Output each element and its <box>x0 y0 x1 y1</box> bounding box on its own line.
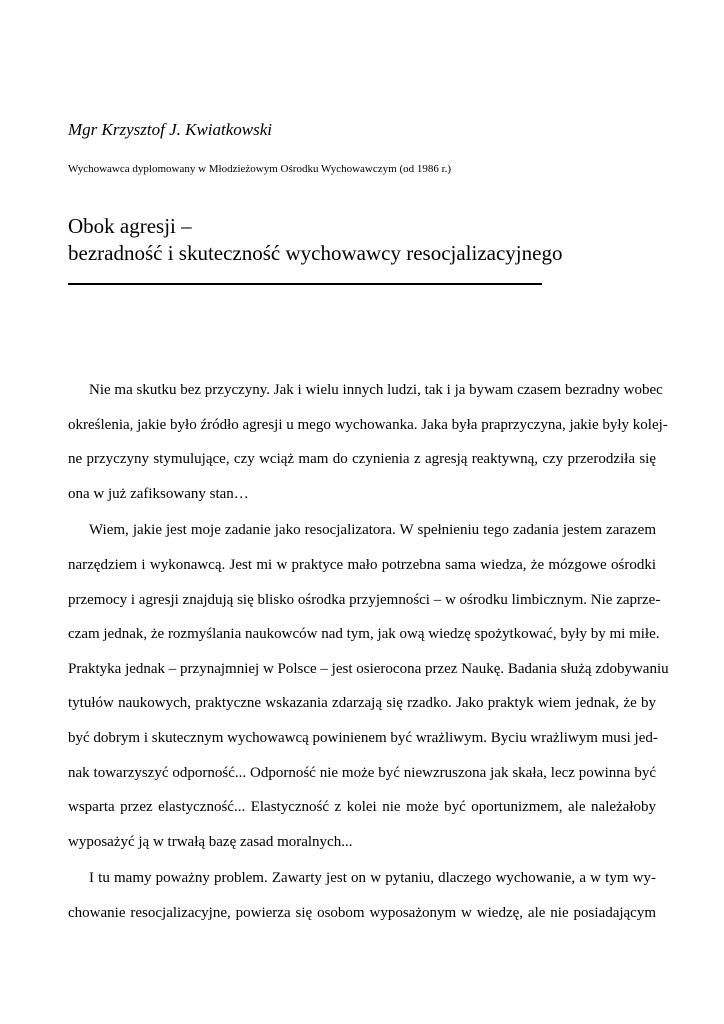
text-line: określenia, jakie było źródło agresji u mego wychowanka. Jaka była praprzyczyna, jakie były kolej- <box>68 416 668 433</box>
paragraph-2 <box>68 513 669 859</box>
text-line: czam jednak, że rozmyślania naukowców nad tym, jak ową wiedzę spożytkować, były by mi miłe. <box>68 626 660 643</box>
text-line: wsparta przez elastyczność... Elastyczność z kolei nie może być oportunizmem, ale należałoby <box>68 799 656 816</box>
paragraph-1 <box>68 373 668 511</box>
title-underline-rule <box>68 283 542 285</box>
text-line: przemocy i agresji znajdują się blisko ośrodka przyjemności – w ośrodku limbicznym. Nie zaprze- <box>68 591 661 608</box>
text-line: Praktyka jednak – przynajmniej w Polsce – jest osierocona przez Naukę. Badania służą zdobywaniu <box>68 660 669 677</box>
article-body <box>68 373 669 931</box>
title-line-1: Obok agresji – <box>68 214 192 238</box>
author-name: Mgr Krzysztof J. Kwiatkowski <box>68 120 273 139</box>
author-affiliation: Wychowawca dyplomowany w Młodzieżowym Ośrodku Wychowawczym (od 1986 r.) <box>68 163 452 175</box>
text-line: nak towarzyszyć odporność... Odporność nie może być niewzruszona jak skała, lecz powinna być <box>68 764 656 781</box>
article-title <box>68 213 562 267</box>
text-line: I tu mamy poważny problem. Zawarty jest on w pytaniu, dlaczego wychowanie, a w tym wy- <box>89 870 656 887</box>
text-line: narzędziem i wykonawcą. Jest mi w praktyce mało potrzebna sama wiedza, że mózgowe ośrodki <box>68 556 656 573</box>
text-line: ona w już zafiksowany stan… <box>68 485 249 502</box>
text-line: ne przyczyny stymulujące, czy wciąż mam do czynienia z agresją reaktywną, czy przerodziła się <box>68 451 656 468</box>
text-line: tytułów naukowych, praktyczne wskazania zdarzają się rzadko. Jako praktyk wiem jednak, że by <box>68 695 656 712</box>
text-line: wyposażyć ją w trwałą bazę zasad moralnych... <box>68 833 353 850</box>
text-line: Wiem, jakie jest moje zadanie jako resocjalizatora. W spełnieniu tego zadania jestem zarazem <box>89 522 656 539</box>
text-line: Nie ma skutku bez przyczyny. Jak i wielu innych ludzi, tak i ja bywam czasem bezradny wobec <box>89 382 663 398</box>
paragraph-3 <box>68 861 656 930</box>
title-line-2: bezradność i skuteczność wychowawcy resocjalizacyjnego <box>68 241 563 265</box>
text-line: chowanie resocjalizacyjne, powierza się osobom wyposażonym w wiedzę, ale nie posiadającym <box>68 904 656 921</box>
text-line: być dobrym i skutecznym wychowawcą powinienem być wrażliwym. Byciu wrażliwym musi jed- <box>68 729 658 746</box>
